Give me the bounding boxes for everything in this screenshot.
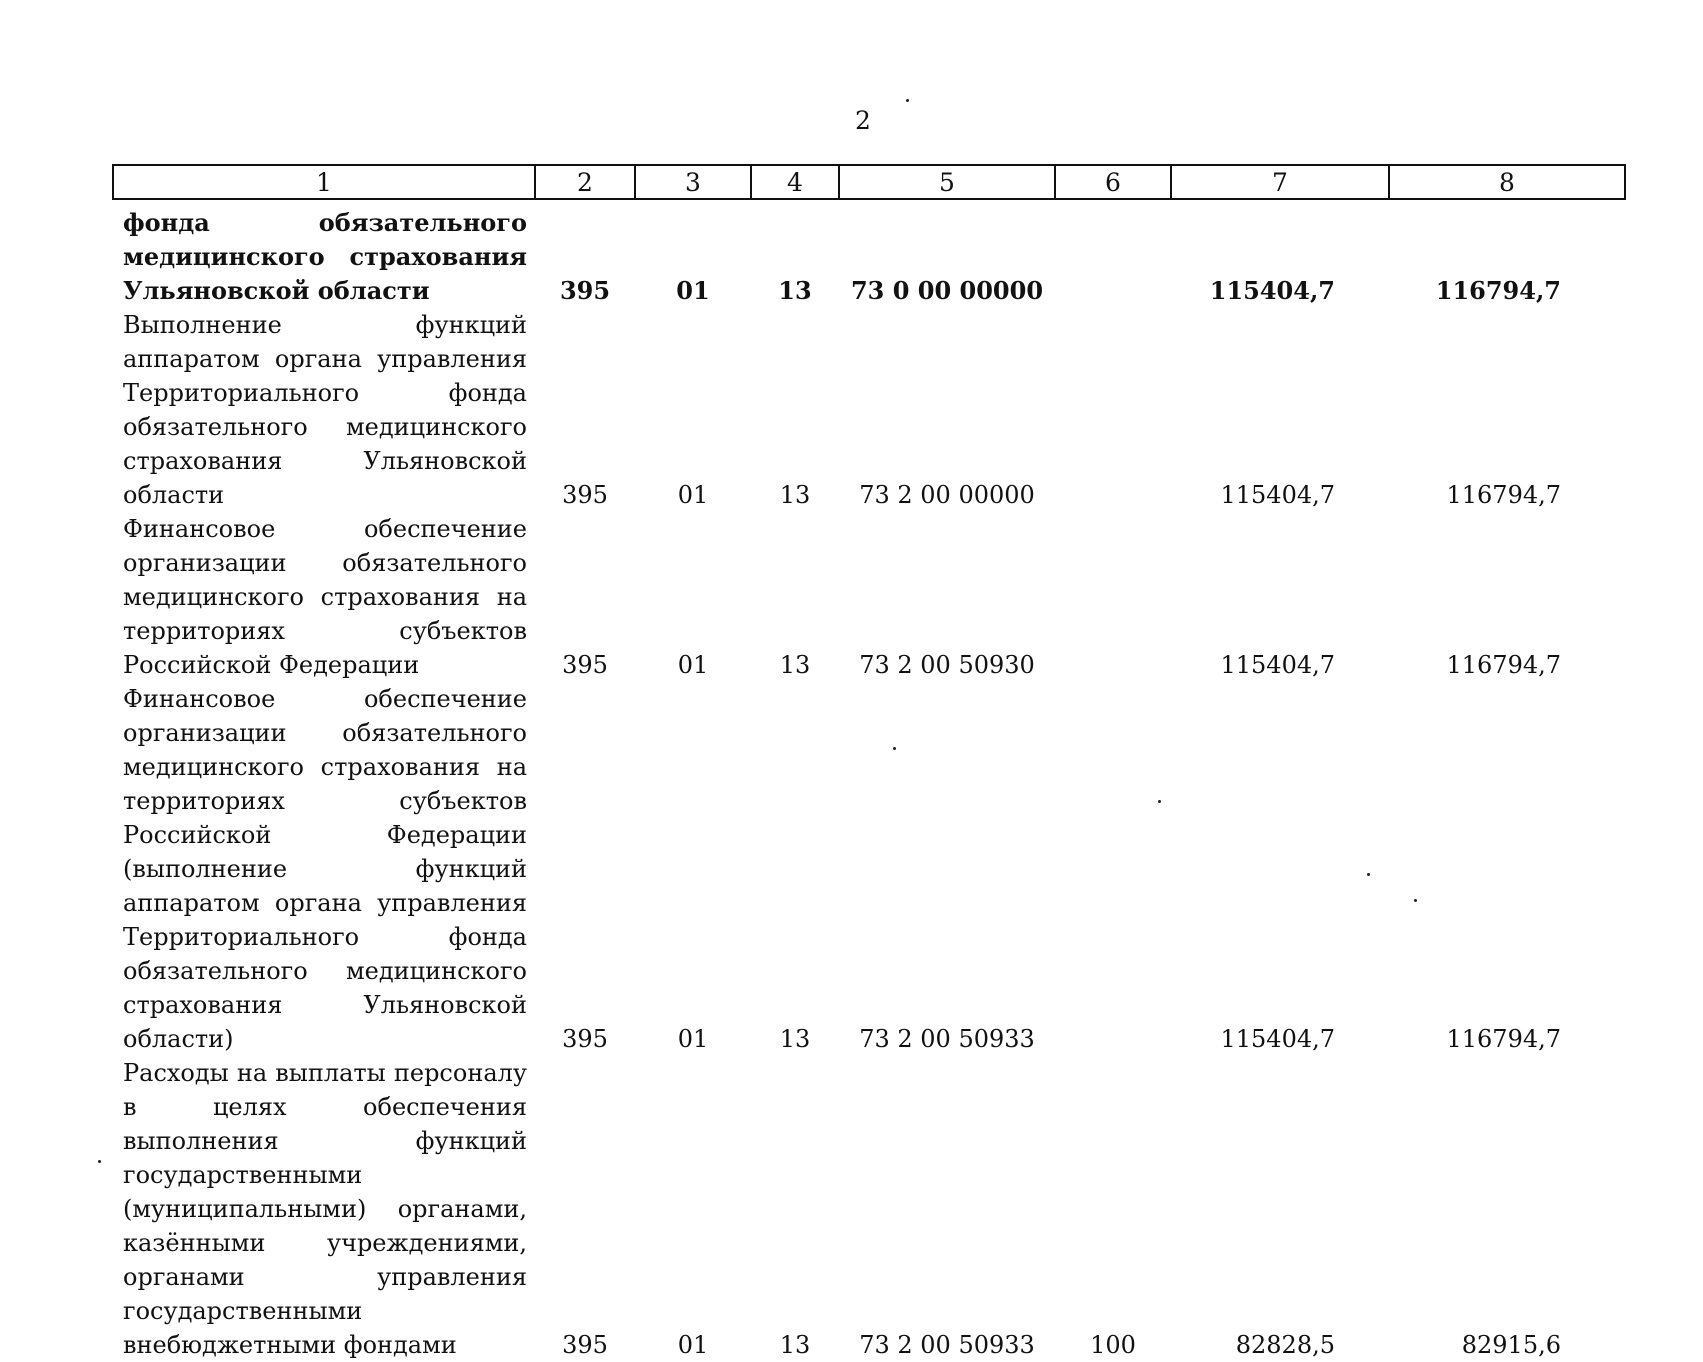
column-header: 2 <box>535 165 635 199</box>
row-expense-type <box>1055 308 1171 512</box>
column-header: 3 <box>635 165 751 199</box>
row-amount-year2: 116794,7 <box>1446 1025 1561 1053</box>
row-amount-year1: 82828,5 <box>1235 1331 1335 1359</box>
row-target-article: 73 2 00 50933 <box>859 1331 1035 1359</box>
row-description: Выполнение функций аппаратом органа управления Территориального фонда обязательного медицинского страхования Ульяновской области <box>123 311 527 509</box>
row-subsection-code: 13 <box>779 1331 811 1359</box>
row-amount-year1: 115404,7 <box>1220 651 1335 679</box>
row-ministry-code: 395 <box>562 481 608 509</box>
row-ministry-code: 395 <box>559 276 611 305</box>
row-section-code: 01 <box>676 276 710 305</box>
column-header: 5 <box>839 165 1055 199</box>
row-target-article: 73 0 00 00000 <box>850 276 1044 305</box>
row-amount-year1: 115404,7 <box>1220 1025 1335 1053</box>
row-subsection-code: 13 <box>778 276 812 305</box>
table-row <box>113 682 1625 1056</box>
row-description: фонда обязательного медицинского страхования Ульяновской области <box>123 208 527 305</box>
table-header-row <box>113 165 1625 199</box>
table-row <box>113 1056 1625 1362</box>
column-header: 8 <box>1389 165 1625 199</box>
row-amount-year1: 115404,7 <box>1220 481 1335 509</box>
row-expense-type <box>1055 199 1171 308</box>
row-target-article: 73 2 00 00000 <box>859 481 1035 509</box>
row-expense-type <box>1055 682 1171 1056</box>
scan-speck <box>98 1160 101 1163</box>
column-header: 7 <box>1171 165 1389 199</box>
row-description: Расходы на выплаты персоналу в целях обеспечения выполнения функций государственными (муниципальными) органами, казёнными учреждениями, органами управления государственными внебюджетными фондами <box>123 1059 527 1359</box>
row-ministry-code: 395 <box>562 1331 608 1359</box>
budget-table <box>112 164 1626 1362</box>
row-subsection-code: 13 <box>779 481 811 509</box>
row-subsection-code: 13 <box>779 1025 811 1053</box>
table-row <box>113 512 1625 682</box>
row-description: Финансовое обеспечение организации обязательного медицинского страхования на территориях субъектов Российской Федерации (выполнение функций аппаратом органа управления Территориального фонда обязательного медицинского страхования Ульяновской области) <box>123 685 527 1053</box>
row-amount-year2: 116794,7 <box>1446 651 1561 679</box>
column-header: 6 <box>1055 165 1171 199</box>
row-amount-year2: 116794,7 <box>1446 481 1561 509</box>
row-expense-type <box>1055 512 1171 682</box>
page-number: 2 <box>855 106 871 135</box>
row-section-code: 01 <box>677 481 709 509</box>
row-section-code: 01 <box>677 651 709 679</box>
row-ministry-code: 395 <box>562 1025 608 1053</box>
row-amount-year2: 82915,6 <box>1461 1331 1561 1359</box>
row-subsection-code: 13 <box>779 651 811 679</box>
table-row <box>113 199 1625 308</box>
scan-speck <box>906 99 909 102</box>
row-section-code: 01 <box>677 1331 709 1359</box>
row-description: Финансовое обеспечение организации обязательного медицинского страхования на территориях субъектов Российской Федерации <box>123 515 527 679</box>
row-expense-type: 100 <box>1090 1331 1136 1359</box>
row-amount-year1: 115404,7 <box>1209 276 1335 305</box>
row-amount-year2: 116794,7 <box>1435 276 1561 305</box>
row-target-article: 73 2 00 50930 <box>859 651 1035 679</box>
column-header: 4 <box>751 165 839 199</box>
row-target-article: 73 2 00 50933 <box>859 1025 1035 1053</box>
row-section-code: 01 <box>677 1025 709 1053</box>
column-header: 1 <box>113 165 535 199</box>
table-row <box>113 308 1625 512</box>
row-ministry-code: 395 <box>562 651 608 679</box>
